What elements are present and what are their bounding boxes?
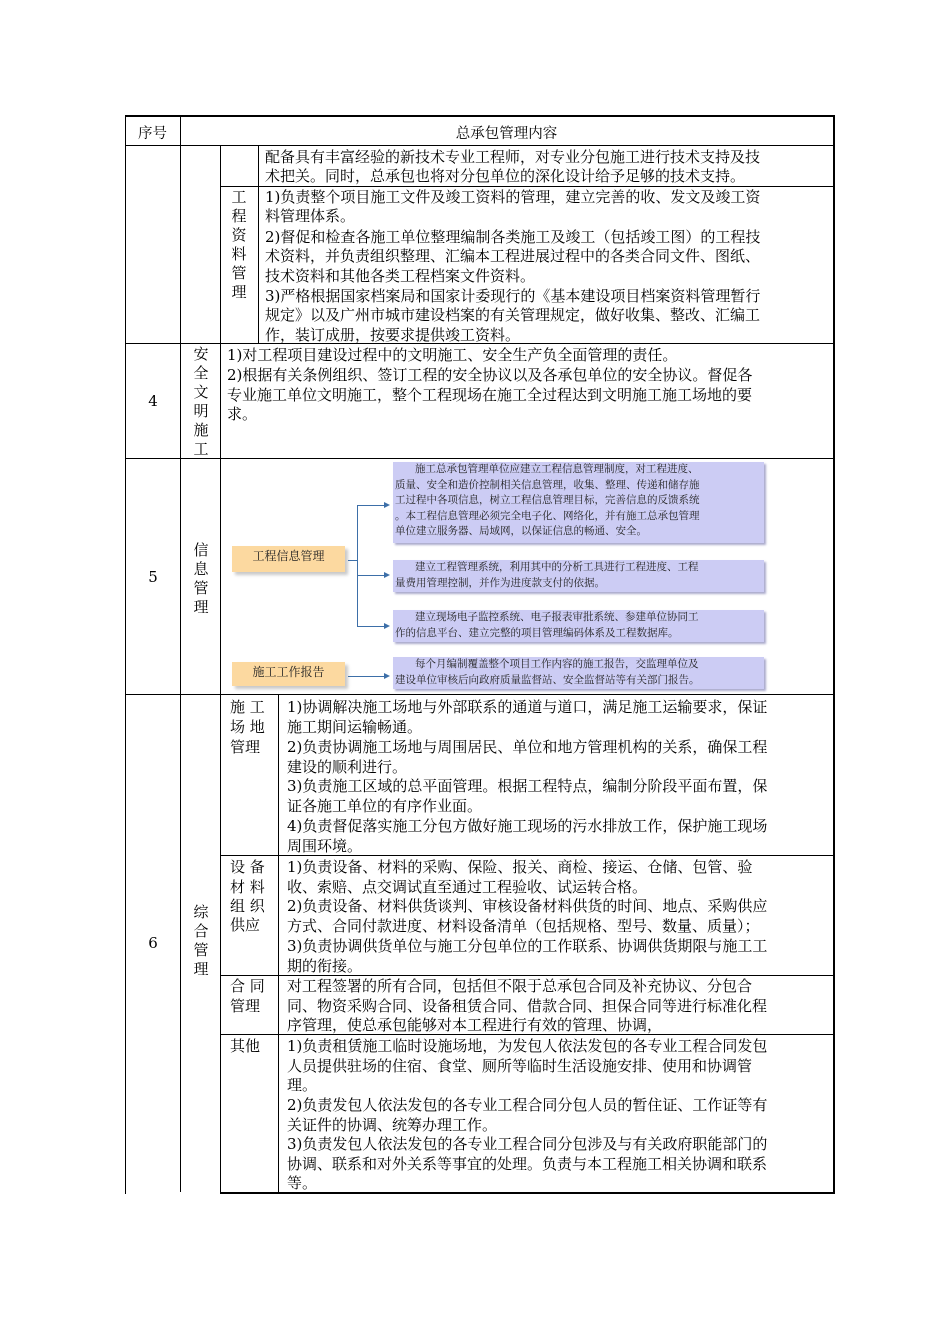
sub-line: 3)负责发包人依法发包的各专业工程合同分包涉及与有关政府职能部门的 (287, 1135, 768, 1153)
connector-line (357, 575, 387, 576)
sub-line: 证各施工单位的有序作业面。 (287, 797, 483, 815)
docs-line: 1)负责整个项目施工文件及竣工资料的管理，建立完善的收、发文及竣工资 (265, 188, 761, 206)
docs-label: 工 程 资 料 管 理 (231, 188, 247, 301)
connector-line (357, 505, 387, 506)
desc-box-info-system (393, 462, 764, 543)
header-seq: 序号 (138, 126, 167, 142)
sub-label-line: 材 料 (230, 878, 265, 896)
sub-label-line: 管理 (230, 738, 261, 756)
row-label: 信 息 管 理 (193, 541, 209, 616)
desc-line: 每个月编制覆盖整个项目工作内容的施工报告，交监理单位及 (415, 658, 699, 670)
sub-line: 等。 (287, 1174, 318, 1192)
sub-label-line: 施 工 (230, 698, 265, 716)
sub-line: 序管理，使总承包能够对本工程进行有效的管理、协调， (287, 1016, 663, 1034)
desc-line: 作的信息平台、建立完整的项目管理编码体系及工程数据库。 (395, 626, 679, 639)
connector-line (348, 676, 386, 677)
sub-line: 期的衔接。 (287, 957, 363, 975)
sub-line: 施工期间运输畅通。 (287, 718, 423, 736)
sub-line: 2)负责协调施工场地与周围居民、单位和地方管理机构的关系，确保工程 (287, 738, 768, 756)
box-construction-report: 施工工作报告 (232, 662, 345, 686)
row-number: 4 (148, 392, 158, 410)
row4-line: 专业施工单位文明施工，整个工程现场在施工全过程达到文明施工施工场地的要 (227, 386, 753, 404)
docs-line: 术资料，并负责组织整理、汇编本工程进展过程中的各类合同文件、图纸、 (265, 247, 761, 265)
arrow-head (384, 623, 390, 629)
header-content: 总承包管理内容 (455, 126, 558, 142)
sub-line: 方式、合同付款进度、材料设备清单（包括规格、型号、数量、质量）； (287, 917, 760, 935)
sub-line: 2)负责设备、材料供货谈判、审核设备材料供货的时间、地点、采购供应 (287, 897, 768, 915)
row4-line: 2)根据有关条例组织、签订工程的安全协议以及各承包单位的安全协议。督促各 (227, 366, 753, 384)
sub-line: 3)负责协调供货单位与施工分包单位的工作联系、协调供货期限与施工工 (287, 937, 768, 955)
sub-label-line: 合 同 (230, 977, 265, 995)
row-label: 安 全 文 明 施 工 (193, 345, 209, 458)
row4-line: 1)对工程项目建设过程中的文明施工、安全生产负全面管理的责任。 (227, 346, 678, 364)
docs-line: 料管理体系。 (265, 207, 356, 225)
row-label: 综 合 管 理 (193, 903, 209, 978)
connector-line (357, 626, 387, 627)
desc-line: 施工总承包管理单位应建立工程信息管理制度，对工程进度、 (415, 463, 699, 475)
sub-line: 对工程签署的所有合同，包括但不限于总承包合同及补充协议、分包合 (287, 977, 753, 995)
sub-label-line: 管理 (230, 997, 261, 1015)
connector-line (357, 505, 358, 627)
desc-line: 工过程中各项信息，树立工程信息管理目标，完善信息的反馈系统 (395, 494, 700, 506)
cont-line: 配备具有丰富经验的新技术专业工程师，对专业分包施工进行技术支持及技 (265, 148, 761, 166)
sub-line: 2)负责发包人依法发包的各专业工程合同分包人员的暂住证、工作证等有 (287, 1096, 768, 1114)
arrow-head (384, 673, 390, 679)
desc-line: 建立工程管理系统，利用其中的分析工具进行工程进度、工程 (415, 561, 699, 573)
desc-box-monitoring (393, 610, 764, 642)
row4-line: 求。 (227, 405, 258, 423)
sub-label-line: 供应 (230, 916, 261, 934)
sub-line: 1)负责租赁施工临时设施场地，为发包人依法发包的各专业工程合同发包 (287, 1037, 768, 1055)
arrow-head (384, 572, 390, 578)
sub-line: 1)负责设备、材料的采购、保险、报关、商检、接运、仓储、包管、验 (287, 858, 753, 876)
row-number: 5 (148, 568, 158, 586)
desc-box-report (393, 657, 764, 689)
sub-line: 同、物资采购合同、设备租赁合同、借款合同、担保合同等进行标准化程 (287, 997, 768, 1015)
desc-line: 建设单位审核后向政府质量监督站、安全监督站等有关部门报告。 (395, 673, 700, 686)
sub-line: 1)协调解决施工场地与外部联系的通道与道口，满足施工运输要求，保证 (287, 698, 768, 716)
desc-line: 单位建立服务器、局域网，以保证信息的畅通、安全。 (395, 525, 647, 537)
arrow-head (384, 502, 390, 508)
docs-line: 规定》以及广州市城市建设档案的有关管理规定，做好收集、整改、汇编工 (265, 306, 761, 324)
docs-line: 作，装订成册，按要求提供竣工资料。 (265, 326, 521, 344)
sub-line: 人员提供驻场的住宿、食堂、厕所等临时生活设施安排、使用和协调管 (287, 1057, 753, 1075)
row-number: 6 (148, 934, 158, 952)
desc-line: 建立现场电子监控系统、电子报表审批系统、参建单位协同工 (415, 611, 699, 623)
sub-line: 周围环境。 (287, 837, 363, 855)
sub-line: 协调、联系和对外关系等事宜的处理。负责与本工程施工相关协调和联系 (287, 1155, 768, 1173)
docs-line: 3)严格根据国家档案局和国家计委现行的《基本建设项目档案资料管理暂行 (265, 287, 761, 305)
desc-line: 质量、安全和造价控制相关信息管理，收集、整理、传递和储存施 (395, 478, 700, 491)
sub-label-line: 场 地 (230, 718, 265, 736)
desc-line: 量费用管理控制，并作为进度款支付的依据。 (395, 576, 605, 589)
sub-line: 理。 (287, 1076, 318, 1094)
sub-label-line: 其他 (230, 1037, 261, 1055)
cont-line: 术把关。同时，总承包也将对分包单位的深化设计给予足够的技术支持。 (265, 167, 746, 185)
sub-line: 4)负责督促落实施工分包方做好施工现场的污水排放工作，保护施工现场 (287, 817, 768, 835)
desc-line: 。本工程信息管理必须完全电子化、网络化，并有施工总承包管理 (395, 509, 700, 522)
desc-box-mgmt-system (393, 560, 764, 592)
sub-line: 关证件的协调、统筹办理工作。 (287, 1116, 498, 1134)
docs-line: 2)督促和检查各施工单位整理编制各类施工及竣工（包括竣工图）的工程技 (265, 228, 761, 246)
sub-label-line: 组 织 (230, 897, 265, 915)
sub-line: 建设的顺利进行。 (287, 758, 408, 776)
sub-line: 3)负责施工区域的总平面管理。根据工程特点，编制分阶段平面布置，保 (287, 777, 768, 795)
docs-line: 技术资料和其他各类工程档案文件资料。 (265, 267, 536, 285)
sub-label-line: 设 备 (230, 858, 265, 876)
sub-line: 收、索赔、点交调试直至通过工程验收、试运转合格。 (287, 878, 648, 896)
box-info-management: 工程信息管理 (232, 546, 345, 572)
